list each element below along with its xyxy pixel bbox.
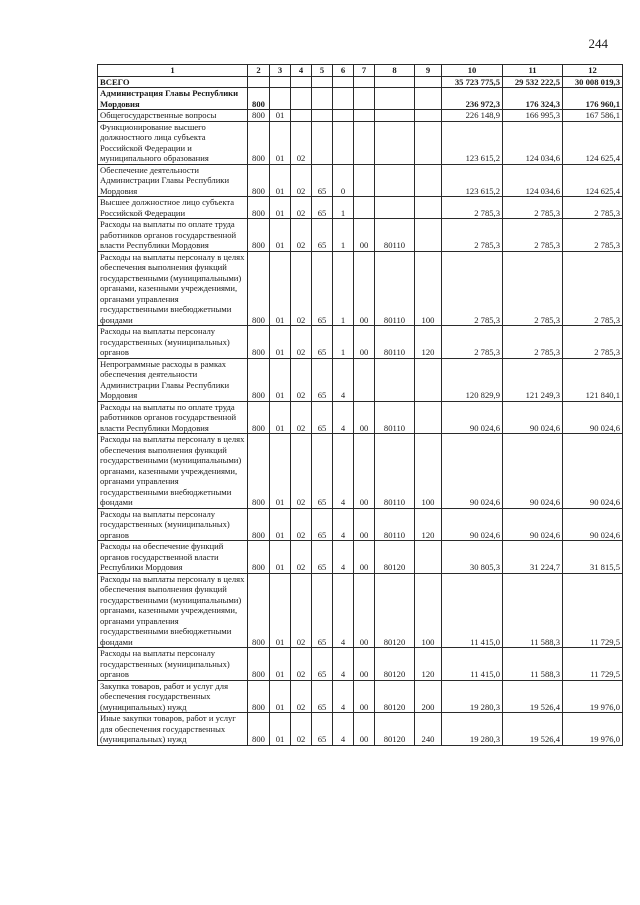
- code-expense-type: 120: [415, 508, 442, 541]
- code-program: [312, 121, 333, 164]
- amount-col-11: 90 024,6: [503, 434, 563, 509]
- code-expense-type: [415, 197, 442, 219]
- code-section: [270, 88, 291, 110]
- row-name: Закупка товаров, работ и услуг для обеспечения государственных (муниципальных) нужд: [98, 680, 248, 713]
- code-section: 01: [270, 164, 291, 197]
- code-expense-type: [415, 88, 442, 110]
- code-section: 01: [270, 680, 291, 713]
- table-row: [98, 88, 623, 110]
- code-expense-type: [415, 401, 442, 434]
- amount-col-11: 19 526,4: [503, 713, 563, 746]
- code-admin: 800: [248, 573, 270, 648]
- code-program: 65: [312, 358, 333, 401]
- code-program: 65: [312, 508, 333, 541]
- table-row: [98, 110, 623, 122]
- code-direction: [354, 121, 375, 164]
- code-direction: 00: [354, 713, 375, 746]
- code-admin: 800: [248, 219, 270, 252]
- column-header: 4: [291, 65, 312, 77]
- code-section: 01: [270, 648, 291, 681]
- code-article: 80120: [375, 573, 415, 648]
- code-article: 80110: [375, 219, 415, 252]
- code-direction: 00: [354, 541, 375, 574]
- row-name: Расходы на выплаты по оплате труда работников органов государственной власти Республики Мордовия: [98, 401, 248, 434]
- code-subprogram: 4: [333, 508, 354, 541]
- code-article: 80120: [375, 713, 415, 746]
- table-row: [98, 508, 623, 541]
- code-expense-type: [415, 76, 442, 88]
- code-subprogram: 4: [333, 358, 354, 401]
- code-admin: [248, 76, 270, 88]
- code-subprogram: 4: [333, 401, 354, 434]
- row-name: ВСЕГО: [98, 76, 248, 88]
- row-name: Расходы на выплаты персоналу в целях обеспечения выполнения функций государственными (муниципальными) органами, казенными учреждениями, органами управления государственными внебюджетными фондами: [98, 434, 248, 509]
- code-subsection: 02: [291, 219, 312, 252]
- amount-col-11: 90 024,6: [503, 401, 563, 434]
- amount-col-10: 120 829,9: [442, 358, 503, 401]
- column-header: 1: [98, 65, 248, 77]
- table-row: [98, 326, 623, 359]
- code-direction: 00: [354, 680, 375, 713]
- code-subprogram: [333, 88, 354, 110]
- code-subsection: 02: [291, 197, 312, 219]
- code-subsection: 02: [291, 713, 312, 746]
- code-article: 80120: [375, 648, 415, 681]
- code-subsection: 02: [291, 251, 312, 326]
- code-section: 01: [270, 121, 291, 164]
- code-admin: 800: [248, 197, 270, 219]
- amount-col-12: 2 785,3: [563, 197, 623, 219]
- code-subsection: 02: [291, 326, 312, 359]
- amount-col-12: 2 785,3: [563, 219, 623, 252]
- code-article: [375, 121, 415, 164]
- code-section: 01: [270, 251, 291, 326]
- table-row: [98, 251, 623, 326]
- row-name: Расходы на выплаты по оплате труда работников органов государственной власти Республики Мордовия: [98, 219, 248, 252]
- column-header: 11: [503, 65, 563, 77]
- table-row: [98, 713, 623, 746]
- amount-col-10: 123 615,2: [442, 164, 503, 197]
- row-name: Расходы на выплаты персоналу в целях обеспечения выполнения функций государственными (муниципальными) органами, казенными учреждениями, органами управления государственными внебюджетными фондами: [98, 251, 248, 326]
- row-name: Иные закупки товаров, работ и услуг для обеспечения государственных (муниципальных) нужд: [98, 713, 248, 746]
- code-direction: [354, 110, 375, 122]
- amount-col-12: 2 785,3: [563, 251, 623, 326]
- page-number: 244: [588, 36, 608, 51]
- row-name: Расходы на выплаты персоналу государственных (муниципальных) органов: [98, 508, 248, 541]
- column-header: 3: [270, 65, 291, 77]
- code-direction: [354, 88, 375, 110]
- code-direction: 00: [354, 573, 375, 648]
- code-admin: 800: [248, 508, 270, 541]
- table-row: [98, 197, 623, 219]
- code-expense-type: 240: [415, 713, 442, 746]
- code-section: 01: [270, 508, 291, 541]
- row-name: Администрация Главы Республики Мордовия: [98, 88, 248, 110]
- code-subprogram: 4: [333, 434, 354, 509]
- code-subsection: 02: [291, 164, 312, 197]
- code-program: 65: [312, 648, 333, 681]
- code-program: 65: [312, 434, 333, 509]
- code-article: [375, 76, 415, 88]
- amount-col-10: 90 024,6: [442, 508, 503, 541]
- amount-col-12: 121 840,1: [563, 358, 623, 401]
- code-subprogram: 4: [333, 573, 354, 648]
- amount-col-11: 90 024,6: [503, 508, 563, 541]
- amount-col-11: 2 785,3: [503, 326, 563, 359]
- code-direction: [354, 197, 375, 219]
- code-direction: 00: [354, 434, 375, 509]
- amount-col-12: 30 008 019,3: [563, 76, 623, 88]
- code-subprogram: 4: [333, 680, 354, 713]
- code-direction: [354, 358, 375, 401]
- code-expense-type: [415, 219, 442, 252]
- column-header: 10: [442, 65, 503, 77]
- code-program: 65: [312, 541, 333, 574]
- amount-col-10: 90 024,6: [442, 434, 503, 509]
- table-row: [98, 401, 623, 434]
- code-section: 01: [270, 541, 291, 574]
- table-row: [98, 358, 623, 401]
- row-name: Непрограммные расходы в рамках обеспечения деятельности Администрации Главы Республики Мордовия: [98, 358, 248, 401]
- column-header: 9: [415, 65, 442, 77]
- table-row: [98, 219, 623, 252]
- amount-col-10: 90 024,6: [442, 401, 503, 434]
- code-program: 65: [312, 251, 333, 326]
- amount-col-11: 2 785,3: [503, 197, 563, 219]
- code-expense-type: 200: [415, 680, 442, 713]
- code-subsection: 02: [291, 121, 312, 164]
- code-subprogram: 1: [333, 326, 354, 359]
- code-subsection: 02: [291, 680, 312, 713]
- code-article: [375, 358, 415, 401]
- code-expense-type: 100: [415, 573, 442, 648]
- header-row: [98, 65, 623, 77]
- amount-col-10: 123 615,2: [442, 121, 503, 164]
- row-name: Расходы на выплаты персоналу государственных (муниципальных) органов: [98, 648, 248, 681]
- code-admin: 800: [248, 680, 270, 713]
- amount-col-11: 11 588,3: [503, 648, 563, 681]
- code-program: [312, 76, 333, 88]
- code-article: 80120: [375, 541, 415, 574]
- code-program: 65: [312, 326, 333, 359]
- code-article: 80110: [375, 251, 415, 326]
- row-name: Обеспечение деятельности Администрации Главы Республики Мордовия: [98, 164, 248, 197]
- code-section: 01: [270, 326, 291, 359]
- column-header: 8: [375, 65, 415, 77]
- row-name: Общегосударственные вопросы: [98, 110, 248, 122]
- code-subsection: 02: [291, 541, 312, 574]
- amount-col-12: 19 976,0: [563, 680, 623, 713]
- code-program: 65: [312, 401, 333, 434]
- code-article: [375, 164, 415, 197]
- code-program: 65: [312, 197, 333, 219]
- amount-col-11: 176 324,3: [503, 88, 563, 110]
- code-admin: 800: [248, 401, 270, 434]
- code-subsection: [291, 76, 312, 88]
- code-subsection: 02: [291, 508, 312, 541]
- code-admin: 800: [248, 121, 270, 164]
- column-header: 6: [333, 65, 354, 77]
- amount-col-10: 11 415,0: [442, 648, 503, 681]
- row-name: Расходы на выплаты персоналу в целях обеспечения выполнения функций государственными (муниципальными) органами, казенными учреждениями, органами управления государственными внебюджетными фондами: [98, 573, 248, 648]
- code-section: 01: [270, 110, 291, 122]
- amount-col-12: 124 625,4: [563, 121, 623, 164]
- row-name: Функционирование высшего должностного лица субъекта Российской Федерации и муниципального образования: [98, 121, 248, 164]
- code-subsection: 02: [291, 358, 312, 401]
- amount-col-10: 11 415,0: [442, 573, 503, 648]
- code-section: 01: [270, 713, 291, 746]
- amount-col-10: 2 785,3: [442, 251, 503, 326]
- amount-col-12: 11 729,5: [563, 648, 623, 681]
- code-section: 01: [270, 197, 291, 219]
- code-admin: 800: [248, 164, 270, 197]
- code-article: 80110: [375, 326, 415, 359]
- amount-col-11: 29 532 222,5: [503, 76, 563, 88]
- amount-col-10: 35 723 775,5: [442, 76, 503, 88]
- table-row: [98, 76, 623, 88]
- table-row: [98, 573, 623, 648]
- code-section: 01: [270, 219, 291, 252]
- code-direction: 00: [354, 251, 375, 326]
- amount-col-10: 2 785,3: [442, 219, 503, 252]
- amount-col-12: 31 815,5: [563, 541, 623, 574]
- code-program: 65: [312, 219, 333, 252]
- amount-col-10: 2 785,3: [442, 197, 503, 219]
- code-expense-type: [415, 358, 442, 401]
- amount-col-11: 121 249,3: [503, 358, 563, 401]
- code-admin: 800: [248, 88, 270, 110]
- code-direction: 00: [354, 401, 375, 434]
- amount-col-12: 2 785,3: [563, 326, 623, 359]
- code-expense-type: [415, 121, 442, 164]
- code-subsection: 02: [291, 573, 312, 648]
- table-row: [98, 680, 623, 713]
- amount-col-12: 176 960,1: [563, 88, 623, 110]
- amount-col-10: 19 280,3: [442, 680, 503, 713]
- column-header: 7: [354, 65, 375, 77]
- code-program: 65: [312, 680, 333, 713]
- code-section: 01: [270, 358, 291, 401]
- amount-col-12: 167 586,1: [563, 110, 623, 122]
- code-article: [375, 197, 415, 219]
- code-expense-type: [415, 541, 442, 574]
- code-subprogram: 4: [333, 713, 354, 746]
- amount-col-12: 90 024,6: [563, 434, 623, 509]
- budget-table: [97, 64, 623, 746]
- code-subsection: 02: [291, 434, 312, 509]
- code-subprogram: 4: [333, 648, 354, 681]
- code-subprogram: [333, 76, 354, 88]
- code-admin: 800: [248, 358, 270, 401]
- amount-col-12: 11 729,5: [563, 573, 623, 648]
- code-article: 80110: [375, 434, 415, 509]
- code-direction: [354, 76, 375, 88]
- code-subsection: 02: [291, 401, 312, 434]
- amount-col-10: 2 785,3: [442, 326, 503, 359]
- amount-col-12: 90 024,6: [563, 508, 623, 541]
- code-program: 65: [312, 573, 333, 648]
- code-article: 80120: [375, 680, 415, 713]
- amount-col-11: 11 588,3: [503, 573, 563, 648]
- code-program: 65: [312, 713, 333, 746]
- code-subprogram: 4: [333, 541, 354, 574]
- code-expense-type: 120: [415, 648, 442, 681]
- code-admin: 800: [248, 541, 270, 574]
- code-section: 01: [270, 434, 291, 509]
- code-article: 80110: [375, 401, 415, 434]
- code-admin: 800: [248, 648, 270, 681]
- code-program: [312, 110, 333, 122]
- table-row: [98, 434, 623, 509]
- code-subsection: 02: [291, 648, 312, 681]
- code-admin: 800: [248, 110, 270, 122]
- amount-col-10: 226 148,9: [442, 110, 503, 122]
- amount-col-11: 2 785,3: [503, 219, 563, 252]
- code-expense-type: [415, 164, 442, 197]
- code-direction: 00: [354, 219, 375, 252]
- amount-col-11: 166 995,3: [503, 110, 563, 122]
- amount-col-11: 19 526,4: [503, 680, 563, 713]
- code-section: [270, 76, 291, 88]
- amount-col-11: 2 785,3: [503, 251, 563, 326]
- code-expense-type: [415, 110, 442, 122]
- row-name: Расходы на выплаты персоналу государственных (муниципальных) органов: [98, 326, 248, 359]
- code-expense-type: 120: [415, 326, 442, 359]
- column-header: 5: [312, 65, 333, 77]
- code-subprogram: [333, 110, 354, 122]
- code-admin: 800: [248, 251, 270, 326]
- row-name: Высшее должностное лицо субъекта Российской Федерации: [98, 197, 248, 219]
- code-program: 65: [312, 164, 333, 197]
- amount-col-11: 124 034,6: [503, 121, 563, 164]
- code-section: 01: [270, 401, 291, 434]
- code-subprogram: 1: [333, 197, 354, 219]
- code-subprogram: 1: [333, 251, 354, 326]
- column-header: 12: [563, 65, 623, 77]
- code-admin: 800: [248, 434, 270, 509]
- table-row: [98, 164, 623, 197]
- amount-col-11: 31 224,7: [503, 541, 563, 574]
- code-subsection: [291, 110, 312, 122]
- table-row: [98, 121, 623, 164]
- code-article: 80110: [375, 508, 415, 541]
- amount-col-10: 30 805,3: [442, 541, 503, 574]
- amount-col-12: 19 976,0: [563, 713, 623, 746]
- column-header: 2: [248, 65, 270, 77]
- code-article: [375, 88, 415, 110]
- code-subprogram: 0: [333, 164, 354, 197]
- amount-col-10: 19 280,3: [442, 713, 503, 746]
- code-admin: 800: [248, 326, 270, 359]
- code-direction: [354, 164, 375, 197]
- code-expense-type: 100: [415, 251, 442, 326]
- amount-col-12: 124 625,4: [563, 164, 623, 197]
- amount-col-12: 90 024,6: [563, 401, 623, 434]
- code-expense-type: 100: [415, 434, 442, 509]
- code-direction: 00: [354, 648, 375, 681]
- code-admin: 800: [248, 713, 270, 746]
- code-section: 01: [270, 573, 291, 648]
- amount-col-11: 124 034,6: [503, 164, 563, 197]
- code-direction: 00: [354, 508, 375, 541]
- code-article: [375, 110, 415, 122]
- row-name: Расходы на обеспечение функций органов государственной власти Республики Мордовия: [98, 541, 248, 574]
- code-program: [312, 88, 333, 110]
- code-subprogram: [333, 121, 354, 164]
- amount-col-10: 236 972,3: [442, 88, 503, 110]
- code-subsection: [291, 88, 312, 110]
- table-row: [98, 648, 623, 681]
- code-subprogram: 1: [333, 219, 354, 252]
- code-direction: 00: [354, 326, 375, 359]
- table-row: [98, 541, 623, 574]
